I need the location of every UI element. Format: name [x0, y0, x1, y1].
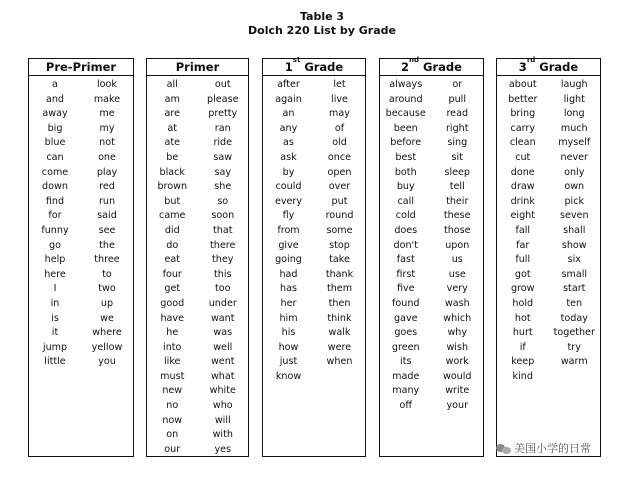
sight-word: for: [48, 210, 62, 222]
sight-word: ran: [214, 122, 231, 134]
sight-word: make: [93, 93, 121, 105]
list-heading: [497, 56, 600, 76]
sight-word: once: [327, 151, 352, 163]
sight-word: start: [563, 283, 586, 295]
word-columns: [147, 76, 248, 457]
sight-word: am: [164, 93, 180, 105]
sight-word: put: [331, 195, 348, 207]
sight-word: hurt: [512, 327, 533, 339]
sight-word: so: [217, 195, 229, 207]
sight-word: saw: [213, 151, 233, 163]
sight-word: long: [563, 108, 585, 120]
word-columns: [380, 76, 483, 414]
wechat-icon: [496, 443, 512, 454]
heading-label: Primer: [175, 60, 220, 74]
sight-word: but: [164, 195, 181, 207]
sight-word: only: [564, 166, 585, 178]
sight-word: at: [167, 122, 178, 134]
sight-word: laugh: [560, 79, 588, 90]
sight-word: work: [445, 356, 469, 368]
sight-word: little: [44, 356, 66, 368]
sight-word: made: [392, 370, 420, 382]
sight-word: done: [510, 166, 535, 178]
sight-word: ate: [164, 137, 181, 149]
sight-word: soon: [211, 210, 235, 222]
sight-word: here: [44, 268, 66, 280]
word-column: [81, 78, 133, 370]
sight-word: thank: [325, 268, 354, 280]
sight-word: walk: [328, 327, 351, 339]
sight-word: first: [396, 268, 416, 280]
sight-word: brown: [157, 181, 188, 193]
sight-word: some: [326, 224, 353, 236]
word-column: [263, 78, 314, 384]
sight-word: my: [99, 122, 115, 134]
sight-word: his: [281, 327, 296, 339]
sight-word: wish: [446, 341, 469, 353]
sight-word: far: [516, 239, 530, 251]
sight-word: all: [166, 79, 178, 90]
sight-word: if: [519, 341, 526, 353]
list-heading: [263, 56, 365, 76]
sight-word: we: [100, 312, 114, 324]
sight-word: its: [400, 356, 412, 368]
sight-word: every: [274, 195, 303, 207]
sight-word: fly: [282, 210, 295, 222]
sight-word: keep: [511, 356, 535, 368]
sight-word: down: [42, 181, 68, 193]
sight-word: too: [214, 283, 231, 295]
sight-word: have: [160, 312, 185, 324]
sight-word: try: [567, 341, 581, 353]
sight-word: write: [445, 385, 470, 397]
sight-word: this: [213, 268, 232, 280]
sight-word: sing: [447, 137, 468, 149]
sight-word: on: [166, 429, 179, 441]
sight-word: what: [210, 370, 235, 382]
sight-word: ten: [566, 297, 583, 309]
sight-word: grow: [510, 283, 535, 295]
sight-word: give: [278, 239, 299, 251]
sight-word: light: [563, 93, 585, 105]
sight-word: who: [212, 400, 233, 412]
heading-label: Grade: [535, 60, 579, 74]
sight-word: draw: [510, 181, 535, 193]
sight-word: up: [100, 297, 114, 309]
sight-word: ride: [213, 137, 233, 149]
list-heading: [147, 59, 248, 76]
sight-word: I: [53, 283, 57, 295]
sight-word: her: [280, 297, 297, 309]
sight-word: ask: [280, 151, 297, 163]
sight-word: off: [399, 400, 412, 412]
sight-word: think: [327, 312, 352, 324]
sight-word: six: [567, 254, 581, 266]
sight-word: into: [163, 341, 182, 353]
sight-word: found: [392, 297, 420, 309]
sight-word: by: [282, 166, 295, 178]
sight-word: just: [279, 356, 298, 368]
sight-word: like: [164, 356, 181, 368]
word-list-primer: [146, 58, 249, 457]
sight-word: your: [446, 400, 469, 412]
sight-word: old: [332, 137, 347, 149]
ordinal-suffix: rd: [526, 56, 536, 65]
sight-word: a: [52, 79, 58, 90]
sight-word: sleep: [444, 166, 471, 178]
sight-word: got: [514, 268, 531, 280]
watermark-text: 美国小学的日常: [514, 442, 591, 455]
sight-word: much: [560, 122, 588, 134]
sight-word: which: [443, 312, 472, 324]
sight-word: jump: [42, 341, 68, 353]
sight-word: help: [44, 254, 66, 266]
sight-word: had: [279, 268, 298, 280]
sight-word: them: [326, 283, 353, 295]
sight-word: those: [443, 224, 471, 236]
sight-word: good: [160, 297, 185, 309]
word-column: [380, 78, 432, 414]
sight-word: how: [278, 341, 299, 353]
sight-word: any: [279, 122, 298, 134]
sight-word: in: [50, 297, 60, 309]
sight-word: full: [515, 254, 531, 266]
sight-word: come: [41, 166, 69, 178]
sight-word: one: [98, 151, 116, 163]
sight-word: or: [452, 79, 463, 90]
list-heading: [380, 56, 483, 76]
sight-word: white: [209, 385, 236, 397]
sight-word: see: [98, 224, 116, 236]
sight-word: look: [97, 79, 117, 90]
sight-word: carry: [510, 122, 536, 134]
sight-word: play: [96, 166, 118, 178]
sight-word: cut: [515, 151, 531, 163]
sight-word: will: [214, 414, 231, 426]
sight-word: and: [45, 93, 65, 105]
sight-word: today: [560, 312, 588, 324]
sight-word: eight: [510, 210, 535, 222]
sight-word: warm: [560, 356, 588, 368]
word-column: [198, 78, 249, 457]
ordinal-suffix: nd: [409, 56, 420, 65]
word-columns: [263, 76, 365, 384]
sight-word: she: [214, 181, 232, 193]
sight-word: read: [446, 108, 469, 120]
sight-word: an: [282, 108, 295, 120]
sight-word: pull: [448, 93, 466, 105]
sight-word: never: [560, 151, 588, 163]
sight-word: with: [212, 429, 233, 441]
sight-word: best: [395, 151, 417, 163]
sight-word: many: [392, 385, 420, 397]
word-column: [497, 78, 549, 384]
sight-word: show: [561, 239, 587, 251]
watermark: [496, 440, 591, 456]
sight-word: went: [210, 356, 235, 368]
list-heading: [29, 59, 133, 76]
sight-word: were: [327, 341, 352, 353]
ordinal-suffix: st: [292, 56, 301, 65]
sight-word: eat: [164, 254, 181, 266]
sight-word: very: [446, 283, 468, 295]
sight-word: must: [160, 370, 185, 382]
word-list-grade-2: [379, 58, 484, 457]
sight-word: call: [397, 195, 414, 207]
sight-word: yellow: [91, 341, 123, 353]
sight-word: hold: [512, 297, 534, 309]
sight-word: their: [446, 195, 469, 207]
sight-word: myself: [558, 137, 591, 149]
sight-word: because: [385, 108, 426, 120]
sight-word: do: [166, 239, 179, 251]
sight-word: small: [561, 268, 588, 280]
sight-word: goes: [394, 327, 418, 339]
sight-word: better: [508, 93, 538, 105]
word-column: [432, 78, 484, 414]
heading-label: Grade: [419, 60, 462, 74]
word-columns: [497, 76, 600, 384]
sight-word: he: [166, 327, 179, 339]
sight-word: the: [99, 239, 115, 251]
sight-word: not: [99, 137, 115, 149]
word-list-pre-primer: [28, 58, 134, 457]
sight-word: stop: [329, 239, 350, 251]
sight-word: don't: [393, 239, 418, 251]
sight-word: know: [275, 370, 302, 382]
sight-word: buy: [396, 181, 415, 193]
grade-number: 2: [401, 60, 410, 74]
sight-word: live: [331, 93, 348, 105]
sight-word: right: [445, 122, 469, 134]
sight-word: of: [334, 122, 345, 134]
word-list-grade-3: [496, 58, 601, 457]
sight-word: new: [162, 385, 183, 397]
sight-word: get: [164, 283, 181, 295]
sight-word: they: [212, 254, 234, 266]
sight-word: tell: [449, 181, 465, 193]
sight-word: said: [97, 210, 117, 222]
sight-word: be: [166, 151, 179, 163]
sight-word: pick: [564, 195, 585, 207]
sight-word: was: [213, 327, 233, 339]
sight-word: yes: [214, 443, 232, 455]
sight-word: to: [102, 268, 112, 280]
heading-label: Pre-Primer: [45, 60, 117, 74]
sight-word: you: [98, 356, 116, 368]
sight-word: came: [159, 210, 186, 222]
sight-word: say: [214, 166, 232, 178]
sight-word: has: [280, 283, 297, 295]
sight-word: these: [443, 210, 471, 222]
sight-word: again: [275, 93, 302, 105]
sight-word: fall: [515, 224, 531, 236]
sight-word: after: [277, 79, 300, 90]
sight-word: go: [49, 239, 61, 251]
sight-word: kind: [512, 370, 533, 382]
sight-word: hot: [514, 312, 531, 324]
sight-word: let: [333, 79, 346, 90]
sight-word: own: [564, 181, 585, 193]
sight-word: would: [442, 370, 472, 382]
sight-word: then: [328, 297, 351, 309]
sight-word: under: [208, 297, 237, 309]
word-column: [314, 78, 365, 384]
word-columns: [29, 76, 133, 370]
word-column: [549, 78, 601, 384]
sight-word: as: [283, 137, 294, 149]
sight-word: why: [447, 327, 468, 339]
sight-word: before: [390, 137, 422, 149]
sight-word: are: [164, 108, 180, 120]
sight-word: now: [162, 414, 183, 426]
sight-word: round: [325, 210, 354, 222]
sight-word: where: [92, 327, 122, 339]
sight-word: going: [275, 254, 302, 266]
sight-word: gave: [393, 312, 418, 324]
sight-word: wash: [444, 297, 470, 309]
table-subtitle: Dolch 220 List by Grade: [248, 24, 396, 37]
sight-word: did: [164, 224, 180, 236]
sight-word: red: [99, 181, 115, 193]
sight-word: is: [51, 312, 59, 324]
grade-number: 1: [284, 60, 293, 74]
sight-word: four: [162, 268, 182, 280]
sight-word: use: [448, 268, 466, 280]
sight-word: us: [451, 254, 463, 266]
sight-word: well: [213, 341, 233, 353]
sight-word: upon: [445, 239, 470, 251]
sight-word: always: [389, 79, 423, 90]
sight-word: me: [99, 108, 115, 120]
sight-word: when: [326, 356, 353, 368]
sight-word: want: [210, 312, 235, 324]
sight-word: may: [329, 108, 350, 120]
grade-number: 3: [518, 60, 527, 74]
sight-word: take: [329, 254, 350, 266]
sight-word: blue: [44, 137, 66, 149]
sight-word: run: [98, 195, 116, 207]
sight-word: three: [94, 254, 120, 266]
sight-word: around: [388, 93, 423, 105]
sight-word: green: [391, 341, 420, 353]
sight-word: funny: [41, 224, 69, 236]
sight-word: sit: [451, 151, 463, 163]
sight-word: find: [45, 195, 65, 207]
sight-word: from: [277, 224, 300, 236]
sight-word: both: [394, 166, 417, 178]
sight-word: there: [210, 239, 236, 251]
sight-word: big: [47, 122, 63, 134]
sight-word: clean: [509, 137, 536, 149]
heading-label: Grade: [300, 60, 344, 74]
sight-word: it: [51, 327, 59, 339]
sight-word: two: [98, 283, 116, 295]
sight-word: pretty: [208, 108, 238, 120]
word-list-grade-1: [262, 58, 366, 457]
sight-word: away: [42, 108, 68, 120]
sight-word: seven: [559, 210, 589, 222]
table-title: Table 3: [299, 10, 345, 23]
sight-word: over: [328, 181, 351, 193]
sight-word: open: [327, 166, 352, 178]
sight-word: could: [275, 181, 302, 193]
sight-word: shall: [563, 224, 586, 236]
sight-word: fast: [396, 254, 415, 266]
sight-word: does: [394, 224, 418, 236]
sight-word: no: [166, 400, 179, 412]
sight-word: drink: [510, 195, 535, 207]
sight-word: black: [159, 166, 185, 178]
sight-word: can: [46, 151, 64, 163]
sight-word: out: [214, 79, 231, 90]
sight-word: five: [396, 283, 415, 295]
sight-word: please: [207, 93, 239, 105]
sight-word: about: [508, 79, 537, 90]
sight-word: been: [393, 122, 418, 134]
word-column: [29, 78, 81, 370]
sight-word: that: [213, 224, 233, 236]
sight-word: our: [164, 443, 181, 455]
sight-word: cold: [395, 210, 416, 222]
sight-word: together: [553, 327, 595, 339]
word-column: [147, 78, 198, 457]
sight-word: him: [279, 312, 298, 324]
sight-word: bring: [510, 108, 536, 120]
